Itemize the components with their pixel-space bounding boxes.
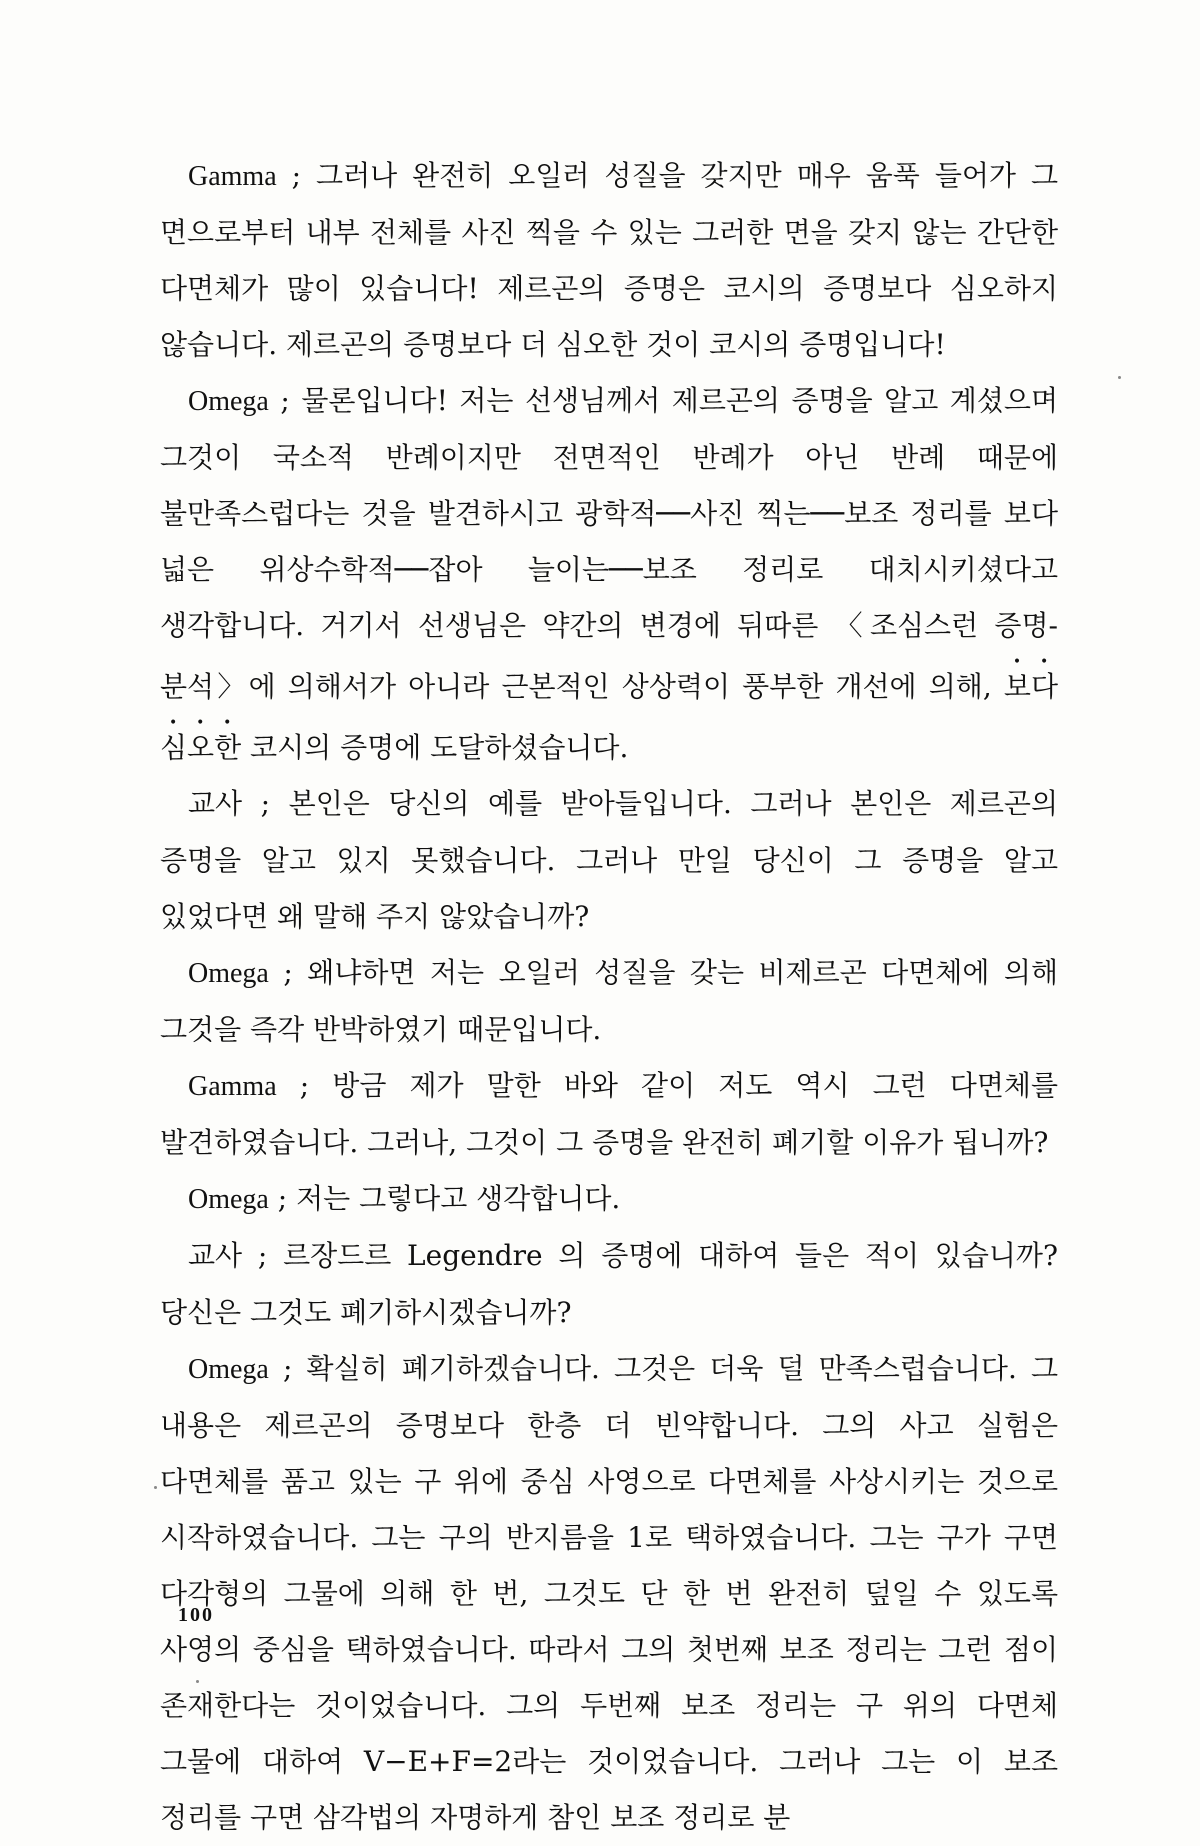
scan-speck [1118, 376, 1121, 379]
speaker-name: Omega [188, 1354, 269, 1385]
body-text [160, 148, 1058, 1846]
paragraph-text: ; 본인은 당신의 예를 받아들입니다. 그러나 본인은 제르곤의 증명을 알고 있지 못했습니다. 그러나 만일 당신이 그 증명을 알고 있었다면 왜 말해 주지 않았습니까? [160, 787, 1058, 933]
speaker-name: Omega [188, 958, 269, 989]
speaker-name: Gamma [188, 161, 277, 192]
paragraph-text: ; 왜냐하면 저는 오일러 성질을 갖는 비제르곤 다면체에 의해 그것을 즉각 반박하였기 때문입니다. [160, 956, 1058, 1046]
scan-speck [196, 1680, 199, 1683]
page-number: 100 [178, 1604, 214, 1626]
speaker-name: 교사 [188, 1241, 243, 1272]
speaker-name: Omega [188, 1184, 269, 1215]
paragraph-omega-3 [160, 1171, 1058, 1228]
paragraph-text: ; 그러나 완전히 오일러 성질을 갖지만 매우 움푹 들어가 그 면으로부터 내부 전체를 사진 찍을 수 있는 그러한 면을 갖지 않는 간단한 다면체가 많이 있습니다! 제르곤의 증명은 코시의 증명보다 심오하지 않습니다. 제르곤의 증명보다 더 심오한 것이 코시의 증명입니다! [160, 159, 1058, 361]
paragraph-text-continued: 코시의 증명에 도달하셨습니다. [241, 731, 629, 764]
scan-speck [154, 1486, 157, 1489]
speaker-name: Gamma [188, 1071, 277, 1102]
paragraph-omega-4 [160, 1341, 1058, 1846]
speaker-name: Omega [188, 386, 269, 417]
paragraph-gamma-1 [160, 148, 1058, 373]
emphasized-text: 보다 심오한 [160, 670, 1058, 764]
paragraph-teacher-2 [160, 1228, 1058, 1341]
paragraph-text: ; 물론입니다! 저는 선생님께서 제르곤의 증명을 알고 계셨으며 그것이 국소적 반례이지만 전면적인 반례가 아닌 반례 때문에 불만족스럽다는 것을 발견하시고 광학적──사진 찍는──보조 정리를 보다 넓은 위상수학적──잡아 늘이는──보조 정리로 대치시키셨다고 생각합니다. 거기서 선생님은 약간의 변경에 뒤따른 〈조심스런 증명-분석〉에 의해서가 아니라 근본적인 상상력이 풍부한 개선에 의해, [160, 384, 1058, 703]
paragraph-omega-1 [160, 373, 1058, 776]
paragraph-teacher-1 [160, 776, 1058, 945]
paragraph-gamma-2 [160, 1058, 1058, 1171]
paragraph-omega-2 [160, 945, 1058, 1058]
paragraph-text: ; 방금 제가 말한 바와 같이 저도 역시 그런 다면체를 발견하였습니다. 그러나, 그것이 그 증명을 완전히 폐기할 이유가 됩니까? [160, 1069, 1058, 1159]
speaker-name: 교사 [188, 789, 243, 820]
paragraph-text: ; 르장드르 Legendre 의 증명에 대하여 들은 적이 있습니까? 당신은 그것도 폐기하시겠습니까? [160, 1239, 1058, 1329]
paragraph-text: ; 확실히 폐기하겠습니다. 그것은 더욱 덜 만족스럽습니다. 그 내용은 제르곤의 증명보다 한층 더 빈약합니다. 그의 사고 실험은 다면체를 품고 있는 구 위에 중심 사영으로 다면체를 사상시키는 것으로 시작하였습니다. 그는 구의 반지름을 1로 택하였습니다. 그는 구가 구면 다각형의 그물에 의해 한 번, 그것도 단 한 번 완전히 덮일 수 있도록 사영의 중심을 택하였습니다. 따라서 그의 첫번째 보조 정리는 그런 점이 존재한다는 것이었습니다. 그의 두번째 보조 정리는 구 위의 다면체 그물에 대하여 V−E+F=2라는 것이었습니다. 그러나 그는 이 보조 정리를 구면 삼각법의 자명하게 참인 보조 정리로 분 [160, 1352, 1058, 1834]
paragraph-text: ; 저는 그렇다고 생각합니다. [268, 1182, 621, 1215]
